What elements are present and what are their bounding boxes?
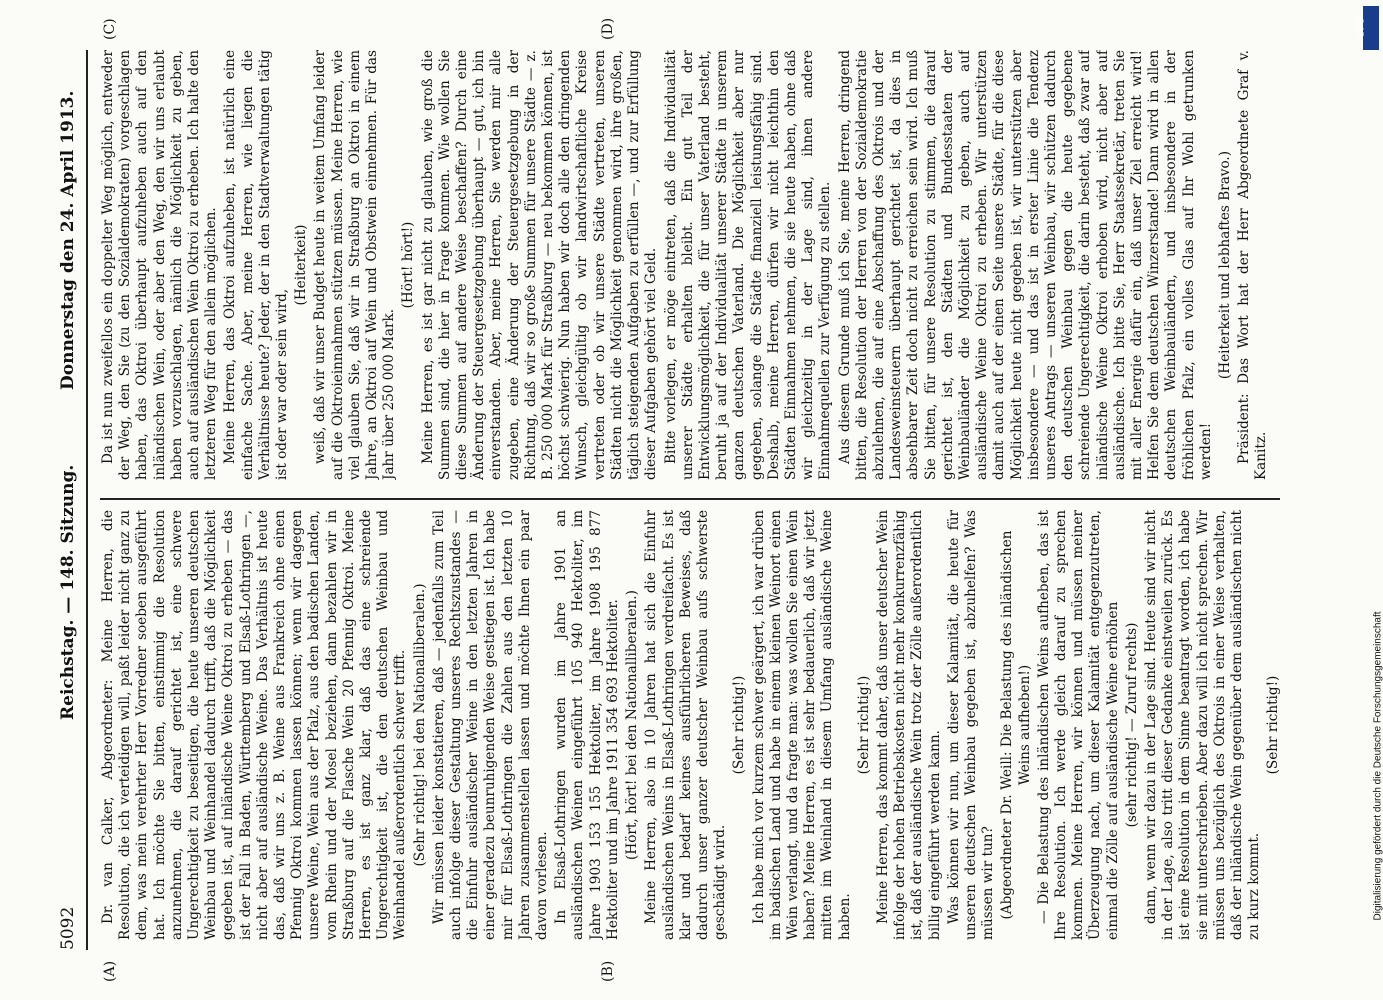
interjection: (Heiterkeit und lebhaftes Bravo.)	[1217, 150, 1233, 380]
paragraph: Präsident: Das Wort hat der Herr Abgeordnete Graf v. Kanitz.	[1236, 50, 1270, 480]
interjection: (Sehr richtig!)	[731, 675, 748, 775]
column-divider	[100, 498, 1280, 500]
paragraph: weiß, daß wir unser Budget heute in weitem Umfang leider auf die Oktroieinnahmen stützen müssen. Meine Herren, wie viel glauben Sie, daß wir in Straßburg an Oktroi in einem Jahre, an Oktroi auf Wein und Obstwein einnehmen. Für das Jahr über 250 000 Mark.	[312, 50, 398, 480]
interjection: (Hört, hört! bei den Nationalliberalen.)	[624, 590, 641, 860]
interjection: (Hört! hört!)	[400, 221, 417, 309]
paragraph: In Elsaß-Lothringen wurden im Jahre 1901 an ausländischen Weinen eingeführt 105 940 Hektoliter, im Jahre 1903 153 155 Hektoliter, im Jahre 1908 195 877 Hektoliter und im Jahre 1911 354 693 Hektoliter.	[553, 510, 621, 940]
left-column	[100, 510, 1290, 940]
header-rule	[86, 50, 88, 950]
interjection: (Sehr richtig! bei den Nationalliberalen.)	[411, 583, 428, 867]
paragraph: Da ist nun zweifellos ein doppelter Weg möglich, entweder der Weg, den Sie (zu den Sozialdemokraten) vorgeschlagen haben, das Oktroi überhaupt aufzuheben auch auf den inländischen Wein, oder aber den Weg, den wir uns erlaubt haben vorzuschlagen, nämlich die Möglichkeit zu geben, auch auf ausländischen Wein Oktroi zu erheben. Ich halte den letzteren Weg für den allein möglichen.	[100, 50, 220, 480]
interjection: (Sehr richtig!)	[1265, 675, 1282, 775]
margin-marker-c: (C)	[102, 18, 118, 40]
interjection: (Heiterkeit)	[293, 224, 310, 306]
paragraph: Dr. van Calker, Abgeordneter: Meine Herren, die Resolution, die ich verteidigen will, paßt leider nicht ganz zu dem, was mein verehrter Herr Vorredner soeben ausgeführt hat. Ich möchte Sie bitten, einstimmig die Resolution anzunehmen, die darauf gerichtet ist, eine schwere Ungerechtigkeit zu beseitigen, die heute unseren deutschen Weinbau und Weinhandel dadurch trifft, daß die Möglichkeit gegeben ist, auf inländische Weine Oktroi zu erheben — das ist der Fall in Baden, Württemberg und Elsaß-Lothringen —, nicht aber auf ausländische Weine. Das Verhältnis ist heute das, daß wir uns z. B. Weine aus Frankreich ohne einen Pfennig Oktroi kommen lassen können; wenn wir dagegen unsere Weine, Wein aus der Pfalz, aus den badischen Landen, vom Rhein und der Mosel beziehen, dann bezahlen wir in Straßburg auf die Flasche Wein 20 Pfennig Oktroi. Meine Herren, es ist ganz klar, daß das eine schreiende Ungerechtigkeit ist, die den deutschen Weinbau und Weinhandel außerordentlich schwer trifft.	[100, 510, 409, 940]
margin-marker-b: (B)	[600, 960, 616, 982]
margin-marker-a: (A)	[102, 960, 118, 982]
rotated-page	[40, 0, 1340, 1000]
digitization-credit	[1363, 60, 1383, 930]
paragraph: Meine Herren, also in 10 Jahren hat sich die Einfuhr ausländischen Weins in Elsaß-Lothringen verdreifacht. Es ist klar und bedarf keines ausführlicheren Beweises, daß dadurch unser ganzer deutscher Weinbau aufs schwerste geschädigt wird.	[643, 510, 729, 940]
paragraph: Meine Herren, das kommt daher, daß unser deutscher Wein infolge der hohen Betriebskosten nicht mehr konkurrenzfähig ist, daß der ausländische Wein trotz der Zölle außerordentlich billig eingeführt werden kann.	[874, 510, 943, 940]
paragraph: Bitte vorlegen, er möge eintreten, daß die Individualität unserer Städte erhalten bleibt. Ein gut Teil der Entwicklungsmöglichkeit, die für unser Vaterland besteht, beruht ja auf der Individualität unserer Städte in unserem ganzen deutschen Vaterland. Die Möglichkeit aber nur gegeben, solange die Städte finanziell leistungsfähig sind. Deshalb, meine Herren, dürfen wir nicht leichthin den Städten Einnahmen nehmen, die sie heute haben, ohne daß wir gleichzeitig in der Lage sind, ihnen andere Einnahmequellen zur Verfügung zu stellen.	[662, 50, 834, 480]
paragraph: Meine Herren, es ist gar nicht zu glauben, wie groß die Summen sind, die hier in Frage kommen. Wie wollen Sie diese Summen auf andere Weise beschaffen? Durch eine Änderung der Steuergesetzgebung überhaupt — gut, ich bin einverstanden. Aber, meine Herren, Sie werden mir alle zugeben, eine Änderung der Steuergesetzgebung in der Richtung, daß wir so große Summen für unsere Städte — z. B. 250 000 Mark für Straßburg — neu bekommen können, ist höchst schwierig. Nun haben wir doch alle den dringenden Wunsch, gleichgültig ob wir landwirtschaftliche Kreise vertreten oder ob wir unsere Städte vertreten, unseren Städten nicht die Möglichkeit genommen wird, ihre großen, täglich steigenden Aufgaben zu erfüllen —, und zur Erfüllung dieser Aufgaben gehört viel Geld.	[419, 50, 660, 480]
paragraph: dann, wenn wir dazu in der Lage sind. Heute sind wir nicht in der Lage, also tritt dieser Gedanke einstweilen zurück. Es ist eine Resolution in dem Sinne beantragt worden, ich habe sie mit unterschrieben. Aber dazu will ich nicht sprechen. Wir müssen uns bezüglich des Oktrois in einer Weise verhalten, daß der inländische Wein gegenüber dem ausländischen nicht zu kurz kommt.	[1142, 510, 1263, 940]
header-session: Reichstag. — 148. Sitzung.	[58, 464, 78, 720]
paragraph: Meine Herren, das Oktroi aufzuheben, ist natürlich eine einfache Sache. Aber, meine Herren, wie liegen die Verhältnisse heute? Jeder, der in den Stadtverwaltungen tätig ist oder war oder sein wird,	[222, 50, 291, 480]
paragraph: Aus diesem Grunde muß ich Sie, meine Herren, dringend bitten, die Resolution der Herren von der Sozialdemokratie abzulehnen, die auf eine Abschaffung des Oktrois und der Landesweinsteuern überhaupt gerichtet ist, da dies in absehbarer Zeit doch nicht zu erreichen sein wird. Ich muß Sie bitten, für unsere Resolution zu stimmen, die darauf gerichtet ist, den Städten und Bundesstaaten der Weinbauländer die Möglichkeit zu geben, auch auf ausländische Weine Oktroi zu erheben. Wir unterstützen damit auch auf der einen Seite unsere Städte, für die diese Möglichkeit heute nicht gegeben ist, wir unterstützen aber insbesondere — und das ist in erster Linie die Tendenz unseres Antrags — unseren Weinbau, wir schützen dadurch den deutschen Weinbau gegen die heute gegebene schreiende Ungerechtigkeit, die darin besteht, daß zwar auf inländische Weine Oktroi erhoben wird, nicht aber auf ausländische. Ich bitte Sie, Herr Staatssekretär, treten Sie mit aller Energie dafür ein, daß unser Ziel erreicht wird! Helfen Sie dem deutschen Winzerstande! Dann wird in allen deutschen Weinbauländern, und insbesondere in der fröhlichen Pfalz, ein volles Glas auf Ihr Wohl getrunken werden!	[836, 50, 1214, 480]
right-column	[100, 50, 1290, 480]
credit-text: Digitalisierung gefördert durch die Deutsche Forschungsgemeinschaft	[1372, 611, 1383, 921]
dfg-logo-text: DFG	[1355, 17, 1366, 37]
interjection: (Abgeordneter Dr. Weill: Die Belastung des inländischen Weins aufheben!)	[999, 530, 1033, 920]
paragraph: — Die Belastung des inländischen Weins aufheben, das ist Ihre Resolution. Ich werde gleich darauf zu sprechen kommen. Meine Herren, wir können und müssen meiner Überzeugung nach, um dieser Kalamität entgegenzutreten, einmal die Zölle auf ausländische Weine erhöhen	[1035, 510, 1121, 940]
paragraph: Ich habe mich vor kurzem schwer geärgert, ich war drüben im badischen Land und habe in einem kleinen Weinort einen Wein verlangt, und da fragte man: was wollen Sie einen Wein haben? Meine Herren, es ist sehr bedauerlich, daß wir jetzt mitten im Weinland in diesem Umfang ausländische Weine haben.	[750, 510, 853, 940]
paragraph: Was können wir nun, um dieser Kalamität, die heute für unseren deutschen Weinbau gegeben ist, abzuhelfen? Was müssen wir tun?	[945, 510, 997, 940]
header-date: Donnerstag den 24. April 1913.	[58, 90, 78, 390]
interjection: (Sehr richtig!)	[855, 675, 872, 775]
interjection: (sehr richtig! — Zuruf rechts)	[1123, 622, 1140, 828]
dfg-logo	[1355, 6, 1379, 50]
running-header	[58, 50, 86, 950]
margin-marker-d: (D)	[600, 17, 616, 40]
page-number: 5092	[58, 906, 78, 950]
paragraph: Wir müssen leider konstatieren, daß — jedenfalls zum Teil auch infolge dieser Gestaltung unseres Rechtszustandes — die Einfuhr ausländischer Weine in den letzten Jahren in einer geradezu beunruhigenden Weise gestiegen ist. Ich habe mir für Elsaß-Lothringen die Zahlen aus den letzten 10 Jahren zusammenstellen lassen und möchte Ihnen ein paar davon vorlesen.	[430, 510, 551, 940]
